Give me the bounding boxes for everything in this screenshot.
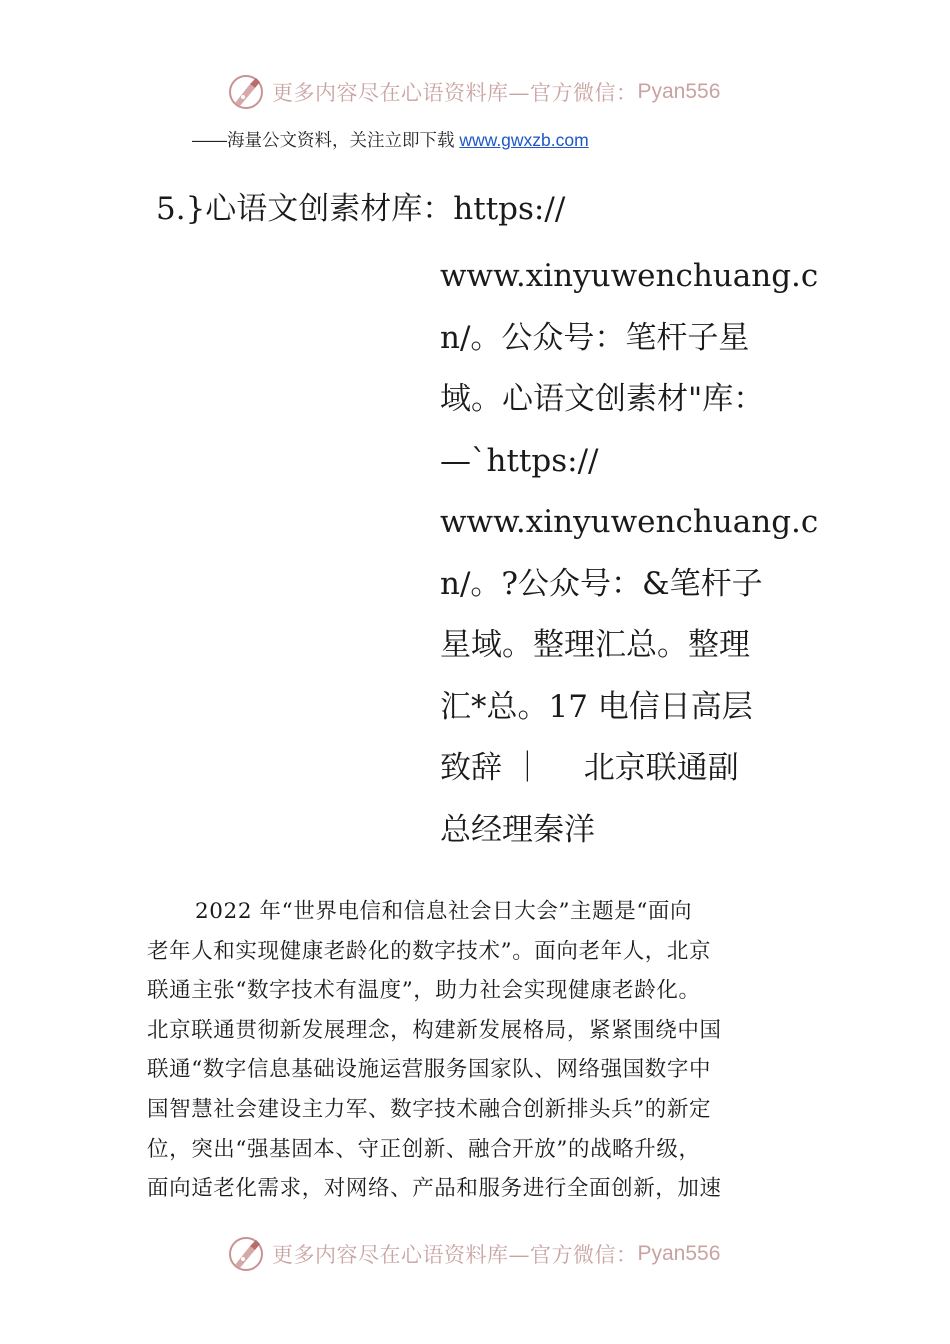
entry-line: n/。?公众号：&笔杆子 xyxy=(440,565,763,602)
banner-wechat-id: Pyan556 xyxy=(637,80,721,103)
body-paragraph xyxy=(147,892,807,1209)
header-watermark-banner xyxy=(0,70,950,114)
entry-line: —`https:// xyxy=(440,442,599,479)
footer-watermark-banner xyxy=(0,1232,950,1276)
entry-line: www.xinyuwenchuang.c xyxy=(440,504,819,540)
entry-line: 致辞 ｜ 北京联通副 xyxy=(440,750,739,786)
gwxzb-link[interactable]: www.gwxzb.com xyxy=(459,130,589,150)
download-notice xyxy=(192,127,589,152)
body-line: 位，突出“强基固本、守正创新、融合开放”的战略升级， xyxy=(147,1136,701,1162)
body-line: 国智慧社会建设主力军、数字技术融合创新排头兵”的新定 xyxy=(147,1096,712,1122)
entry-line: 星域。整理汇总。整理 xyxy=(440,627,750,663)
body-line: 面向适老化需求，对网络、产品和服务进行全面创新，加速 xyxy=(147,1176,722,1202)
download-notice-text: ——海量公文资料，关注立即下载 xyxy=(192,130,460,150)
body-line: 2022 年“世界电信和信息社会日大会”主题是“面向 xyxy=(195,899,693,924)
entry-body xyxy=(440,246,819,861)
entry-line: n/。公众号：笔杆子星 xyxy=(440,319,750,356)
entry-line: 汇*总。17 电信日高层 xyxy=(440,688,753,725)
banner-slogan: 更多内容尽在心语资料库—官方微信： xyxy=(272,81,638,105)
banner-wechat-id: Pyan556 xyxy=(637,1242,721,1265)
body-line: 联通主张“数字技术有温度”，助力社会实现健康老龄化。 xyxy=(147,978,701,1004)
entry-line: www.xinyuwenchuang.c xyxy=(440,258,819,294)
entry-line: 总经理秦洋 xyxy=(440,811,595,848)
body-line: 联通“数字信息基础设施运营服务国家队、网络强国数字中 xyxy=(147,1057,712,1083)
pen-nib-logo-icon xyxy=(226,1234,266,1274)
banner-slogan: 更多内容尽在心语资料库—官方微信： xyxy=(272,1243,638,1267)
entry-line: 域。心语文创素材"库： xyxy=(440,381,765,417)
body-line: 老年人和实现健康老龄化的数字技术”。面向老年人，北京 xyxy=(147,938,712,964)
entry-label: 5.}心语文创素材库：https:// xyxy=(156,191,566,227)
body-line: 北京联通贯彻新发展理念，构建新发展格局，紧紧围绕中国 xyxy=(147,1017,722,1043)
pen-nib-logo-icon xyxy=(226,72,266,112)
